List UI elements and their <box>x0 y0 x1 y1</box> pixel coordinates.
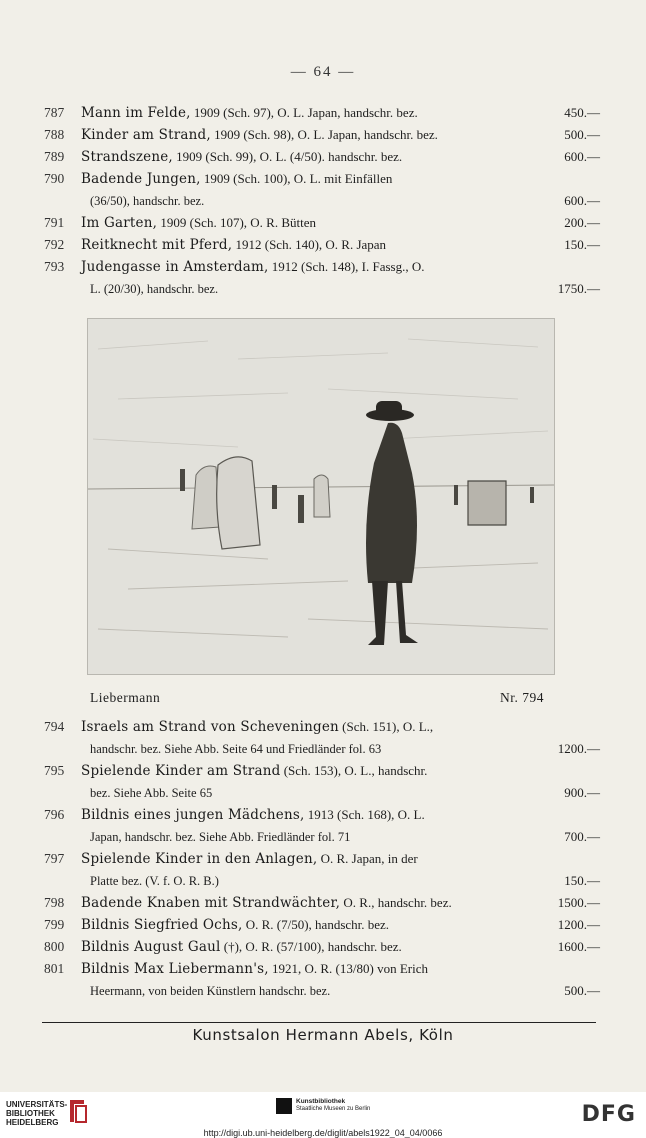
entry-line <box>0 124 646 146</box>
entry-continuation-text: Japan, handschr. bez. Siehe Abb. Friedländer fol. 71 <box>90 830 351 844</box>
entry-details: 1912 (Sch. 148), I. Fassg., O. <box>268 259 425 274</box>
entry-continuation-text: bez. Siehe Abb. Seite 65 <box>90 786 213 800</box>
caption-artist: Liebermann <box>90 690 161 705</box>
catalog-entry <box>0 958 646 1002</box>
catalog-entry <box>0 256 646 300</box>
entry-price: 500.— <box>564 127 600 142</box>
entry-price: 600.— <box>564 149 600 164</box>
catalog-entry <box>0 760 646 804</box>
catalog-entry <box>0 716 646 760</box>
entry-title: Reitknecht mit Pferd, <box>81 237 233 253</box>
entry-details: O. R. Japan, in der <box>317 851 418 866</box>
entry-text <box>81 212 316 234</box>
entry-number: 795 <box>44 763 65 778</box>
entry-title: Badende Jungen, <box>81 171 201 187</box>
entry-text <box>81 958 428 980</box>
entry-continuation-line <box>0 738 646 760</box>
entry-text <box>81 168 392 190</box>
entry-continuation-text: L. (20/30), handschr. bez. <box>90 282 219 296</box>
entry-text <box>81 804 425 826</box>
entry-price: 150.— <box>564 873 600 888</box>
footer-publisher: Kunstsalon Hermann Abels, Köln <box>192 1026 454 1044</box>
entry-text <box>81 256 425 278</box>
entry-details: 1913 (Sch. 168), O. L. <box>304 807 425 822</box>
entry-number: 797 <box>44 851 65 866</box>
entry-line <box>0 212 646 234</box>
catalog-entry <box>0 914 646 936</box>
entry-continuation-line <box>0 190 646 212</box>
entry-price: 500.— <box>564 983 600 998</box>
entry-line <box>0 256 646 278</box>
entry-continuation-line <box>0 782 646 804</box>
entry-line <box>0 168 646 190</box>
entry-number: 796 <box>44 807 65 822</box>
heidelberg-logo-icon <box>66 1098 88 1126</box>
entry-details: (†), O. R. (57/100), handschr. bez. <box>220 939 402 954</box>
entry-details: 1912 (Sch. 140), O. R. Japan <box>232 237 387 252</box>
illustration-liebermann-794 <box>87 318 555 675</box>
entry-line <box>0 760 646 782</box>
entry-number: 789 <box>44 149 65 164</box>
source-url[interactable]: http://digi.ub.uni-heidelberg.de/diglit/abels1922_04_04/0066 <box>203 1128 443 1138</box>
entry-line <box>0 804 646 826</box>
entry-text <box>81 146 402 168</box>
entry-continuation-text: (36/50), handschr. bez. <box>90 194 205 208</box>
entry-price: 200.— <box>564 215 600 230</box>
entry-line <box>0 234 646 256</box>
entry-number: 790 <box>44 171 65 186</box>
kunstbibliothek-label <box>296 1098 370 1113</box>
uni-line-2: BIBLIOTHEK <box>6 1109 55 1118</box>
entry-title: Israels am Strand von Scheveningen <box>81 719 339 735</box>
entry-text <box>81 936 402 958</box>
entry-text <box>81 892 452 914</box>
catalog-entry <box>0 146 646 168</box>
entry-title: Spielende Kinder am Strand <box>81 763 281 779</box>
entry-number: 793 <box>44 259 65 274</box>
entry-number: 800 <box>44 939 65 954</box>
entry-continuation-text: handschr. bez. Siehe Abb. Seite 64 und Friedländer fol. 63 <box>90 742 382 756</box>
entry-price: 1500.— <box>557 895 600 910</box>
entry-continuation-text: Heermann, von beiden Künstlern handschr. bez. <box>90 984 331 998</box>
entry-number: 791 <box>44 215 65 230</box>
catalog-entry <box>0 892 646 914</box>
catalog-entry <box>0 168 646 212</box>
entry-title: Mann im Felde, <box>81 105 191 121</box>
catalog-entry <box>0 804 646 848</box>
entry-details: 1909 (Sch. 98), O. L. Japan, handschr. bez. <box>210 127 438 142</box>
digitization-bar <box>0 1092 646 1138</box>
entry-text <box>81 914 389 936</box>
entry-text <box>81 716 433 738</box>
caption-number: Nr. 794 <box>500 690 544 705</box>
kb-title: Kunstbibliothek <box>296 1098 346 1105</box>
catalog-entry <box>0 234 646 256</box>
entry-text <box>81 102 418 124</box>
entry-continuation-line <box>0 870 646 892</box>
dfg-logo: DFG <box>581 1102 636 1127</box>
entry-price: 600.— <box>564 193 600 208</box>
entry-number: 799 <box>44 917 65 932</box>
entry-title: Strandszene, <box>81 149 173 165</box>
entry-title: Badende Knaben mit Strandwächter, <box>81 895 341 911</box>
entry-title: Bildnis August Gaul <box>81 939 221 955</box>
entry-details: (Sch. 153), O. L., handschr. <box>280 763 428 778</box>
entry-line <box>0 146 646 168</box>
uni-line-1: UNIVERSITÄTS- <box>6 1100 68 1109</box>
entry-text <box>81 234 386 256</box>
entry-details: O. R. (7/50), handschr. bez. <box>242 917 390 932</box>
entries-top-list <box>0 102 646 300</box>
entry-line <box>0 892 646 914</box>
entry-price: 900.— <box>564 785 600 800</box>
entry-details: 1921, O. R. (13/80) von Erich <box>268 961 428 976</box>
entry-title: Bildnis eines jungen Mädchens, <box>81 807 305 823</box>
entry-number: 798 <box>44 895 65 910</box>
entry-price: 1200.— <box>557 741 600 756</box>
catalog-entry <box>0 212 646 234</box>
entry-text <box>81 124 438 146</box>
entry-title: Bildnis Siegfried Ochs, <box>81 917 243 933</box>
entry-details: 1909 (Sch. 99), O. L. (4/50). handschr. bez. <box>172 149 403 164</box>
entry-details: 1909 (Sch. 97), O. L. Japan, handschr. bez. <box>190 105 418 120</box>
entry-price: 450.— <box>564 105 600 120</box>
catalog-entry <box>0 936 646 958</box>
entry-line <box>0 102 646 124</box>
kunstbibliothek-logo-icon <box>276 1098 292 1114</box>
entry-price: 700.— <box>564 829 600 844</box>
entry-title: Kinder am Strand, <box>81 127 211 143</box>
catalog-entry <box>0 124 646 146</box>
entry-continuation-line <box>0 980 646 1002</box>
entry-number: 787 <box>44 105 65 120</box>
entry-details: (Sch. 151), O. L., <box>338 719 434 734</box>
entry-number: 788 <box>44 127 65 142</box>
entry-number: 792 <box>44 237 65 252</box>
entry-line <box>0 848 646 870</box>
entry-title: Bildnis Max Liebermann's, <box>81 961 269 977</box>
entry-title: Spielende Kinder in den Anlagen, <box>81 851 318 867</box>
entry-continuation-line <box>0 826 646 848</box>
entry-details: O. R., handschr. bez. <box>340 895 452 910</box>
entry-price: 1600.— <box>557 939 600 954</box>
entry-price: 150.— <box>564 237 600 252</box>
catalog-entry <box>0 102 646 124</box>
entry-number: 801 <box>44 961 65 976</box>
entry-title: Judengasse in Amsterdam, <box>81 259 269 275</box>
entries-bottom-list <box>0 716 646 1002</box>
entry-line <box>0 936 646 958</box>
entry-line <box>0 958 646 980</box>
entry-details: 1909 (Sch. 100), O. L. mit Einfällen <box>200 171 393 186</box>
catalog-entry <box>0 848 646 892</box>
entry-price: 1750.— <box>557 281 600 296</box>
page-number: — 64 — <box>290 64 356 80</box>
entry-number: 794 <box>44 719 65 734</box>
entry-title: Im Garten, <box>81 215 158 231</box>
entry-line <box>0 914 646 936</box>
entry-continuation-text: Platte bez. (V. f. O. R. B.) <box>90 874 219 888</box>
entry-text <box>81 848 418 870</box>
entry-line <box>0 716 646 738</box>
entry-price: 1200.— <box>557 917 600 932</box>
footer-divider <box>42 1022 596 1023</box>
uni-line-3: HEIDELBERG <box>6 1118 59 1127</box>
entry-continuation-line <box>0 278 646 300</box>
university-library-label <box>6 1100 67 1127</box>
kb-subtitle: Staatliche Museen zu Berlin <box>296 1106 371 1112</box>
entry-text <box>81 760 427 782</box>
entry-details: 1909 (Sch. 107), O. R. Bütten <box>157 215 317 230</box>
